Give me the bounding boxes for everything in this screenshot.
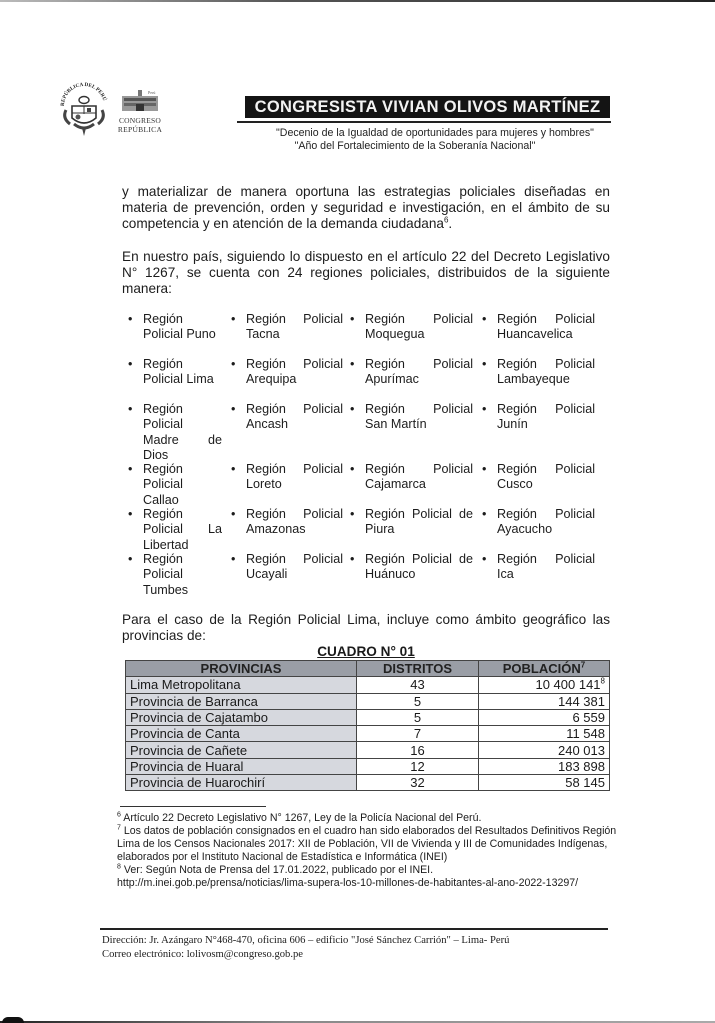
region-item [128, 507, 222, 553]
cell-distritos: 12 [357, 758, 479, 774]
poblacion-value: 11 548 [566, 726, 605, 742]
cell-provincia: Provincia de Canta [126, 726, 357, 742]
bullet-icon: • [482, 552, 487, 566]
congresista-banner: CONGRESISTA VIVIAN OLIVOS MARTÍNEZ [245, 96, 610, 118]
poblacion-value: 6 559 [572, 710, 605, 726]
paragraph-intro [122, 184, 610, 233]
region-name: Región Policial Cusco [497, 462, 595, 492]
bullet-icon: • [231, 552, 236, 566]
poblacion-value: 144 381 [558, 693, 605, 709]
region-item [231, 402, 343, 433]
region-item [128, 462, 222, 508]
cell-provincia: Provincia de Huaral [126, 758, 357, 774]
region-name: Región Policial Ucayali [246, 552, 343, 582]
region-item [231, 357, 343, 388]
region-name: Región Policial Lambayeque [497, 357, 595, 387]
shield-caption: REPÚBLICA DEL PERÚ [59, 81, 108, 107]
footnote-7 [117, 825, 617, 864]
motto-decenio: "Decenio de la Igualdad de oportunidades para mujeres y hombres" [276, 127, 594, 139]
region-item [482, 402, 595, 433]
footer-email: Correo electrónico: lolivosm@congreso.gob.pe [102, 949, 303, 960]
region-item [350, 507, 473, 538]
region-name: Región Policial Cajamarca [365, 462, 473, 492]
region-name: Región Policial Ayacucho [497, 507, 595, 537]
region-name: Región Policial Loreto [246, 462, 343, 492]
table-body [126, 677, 610, 791]
header-poblacion-text: POBLACIÓN [502, 661, 581, 677]
region-item [128, 312, 222, 343]
table-row [126, 775, 610, 791]
scan-edge-top [0, 0, 715, 2]
header-distritos: DISTRITOS [357, 661, 479, 677]
cell-distritos: 7 [357, 726, 479, 742]
bullet-icon: • [128, 552, 133, 566]
congreso-logo-small-text: Perú [148, 90, 156, 95]
cell-distritos: 5 [357, 709, 479, 725]
page-footer [102, 934, 622, 962]
coat-of-arms-icon [58, 80, 110, 138]
region-name: Región Policial Tumbes [143, 552, 189, 597]
table-row [126, 677, 610, 693]
region-name: Región Policial Lima [143, 357, 214, 387]
footnote-number: 8 [117, 863, 121, 871]
region-name: Región Policial Apurímac [365, 357, 473, 387]
cell-poblacion [479, 742, 610, 758]
footnotes [117, 812, 617, 890]
cell-provincia: Provincia de Barranca [126, 693, 357, 709]
poblacion-value: 58 145 [565, 775, 605, 791]
bullet-icon: • [350, 357, 355, 371]
region-item [231, 462, 343, 493]
region-name: Región Policial Huancavelica [497, 312, 595, 342]
footnote-8 [117, 864, 617, 877]
poblacion-value: 240 013 [558, 742, 605, 758]
region-item [128, 402, 222, 463]
bullet-icon: • [350, 312, 355, 326]
region-item [350, 357, 473, 388]
footnote-text: Artículo 22 Decreto Legislativo N° 1267, Ley de la Policía Nacional del Perú. [120, 812, 482, 824]
cell-poblacion [479, 677, 610, 693]
table-row [126, 758, 610, 774]
poblacion-value: 183 898 [558, 758, 605, 774]
footnote-ref-7: 7 [580, 660, 586, 670]
region-name: Región Policial de Piura [365, 507, 473, 537]
bullet-icon: • [231, 402, 236, 416]
footnote-text: Ver: Según Nota de Prensa del 17.01.2022, publicado por el INEI. [120, 864, 434, 876]
region-item [482, 507, 595, 538]
table-row [126, 709, 610, 725]
scan-artifact [2, 1017, 24, 1023]
region-name: Región Policial Ancash [246, 402, 343, 432]
bullet-icon: • [482, 312, 487, 326]
region-name: Región Policial Amazonas [246, 507, 343, 537]
congreso-logo-line2: REPÚBLICA [117, 125, 163, 134]
peru-coat-of-arms-logo [58, 80, 110, 138]
footer-divider [100, 928, 608, 930]
congreso-logo-line1: CONGRESO [118, 116, 162, 125]
svg-text:REPÚBLICA DEL PERÚ [60, 82, 109, 106]
region-item [482, 312, 595, 343]
bullet-icon: • [231, 312, 236, 326]
region-item [231, 552, 343, 583]
region-item [482, 357, 595, 388]
footnote-url[interactable]: http://m.inei.gob.pe/prensa/noticias/lima-supera-los-10-millones-de-habitantes-al-ano-2022-13297/ [117, 877, 579, 889]
region-name: Región Policial Ica [497, 552, 595, 582]
cell-provincia: Provincia de Huarochirí [126, 775, 357, 791]
header-provincias: PROVINCIAS [126, 661, 357, 677]
footnote-6 [117, 812, 617, 825]
bullet-icon: • [350, 462, 355, 476]
region-item [231, 507, 343, 538]
footnote-divider [120, 806, 266, 807]
header-poblacion [479, 661, 610, 677]
table-title [122, 644, 610, 659]
region-name: Región Policial Puno [143, 312, 216, 342]
region-name: Región Policial Callao [143, 462, 183, 507]
bullet-icon: • [350, 507, 355, 521]
cell-provincia: Provincia de Cajatambo [126, 709, 357, 725]
bullet-icon: • [231, 462, 236, 476]
bullet-icon: • [482, 462, 487, 476]
bullet-icon: • [231, 357, 236, 371]
region-name: Región Policial Madre de Dios [143, 402, 222, 462]
congreso-republica-logo [114, 88, 166, 138]
table-title-text: CUADRO N° 01 [317, 644, 415, 659]
table-row [126, 726, 610, 742]
poblacion-value: 10 400 141 [535, 677, 601, 693]
region-name: Región Policial Tacna [246, 312, 343, 342]
bullet-icon: • [128, 402, 133, 416]
footnote-number: 6 [117, 811, 121, 819]
cell-provincia: Lima Metropolitana [126, 677, 357, 693]
cell-provincia: Provincia de Cañete [126, 742, 357, 758]
region-item [350, 462, 473, 493]
paragraph-lima: Para el caso de la Región Policial Lima, incluye como ámbito geográfico las provincias de: [122, 612, 610, 644]
bullet-icon: • [231, 507, 236, 521]
motto-anio: "Año del Fortalecimiento de la Soberanía Nacional" [294, 140, 536, 152]
bullet-icon: • [128, 357, 133, 371]
region-item [482, 552, 595, 583]
bullet-icon: • [350, 552, 355, 566]
region-item [350, 552, 473, 583]
region-item [128, 357, 222, 388]
footer-address: Dirección: Jr. Azángaro N°468-470, oficina 606 – edificio "José Sánchez Carrión" – Lima- Perú [102, 935, 510, 946]
cell-poblacion [479, 775, 610, 791]
cell-poblacion [479, 693, 610, 709]
cell-distritos: 32 [357, 775, 479, 791]
cell-poblacion [479, 758, 610, 774]
region-name: Región Policial Arequipa [246, 357, 343, 387]
cell-distritos: 5 [357, 693, 479, 709]
cell-poblacion [479, 726, 610, 742]
footnote-number: 7 [117, 824, 121, 832]
paragraph-intro-end: . [448, 216, 453, 232]
bullet-icon: • [350, 402, 355, 416]
table-row [126, 693, 610, 709]
region-name: Región Policial San Martín [365, 402, 473, 432]
table-header-row [126, 661, 610, 677]
bullet-icon: • [128, 507, 133, 521]
region-item [128, 552, 222, 598]
bullet-icon: • [482, 357, 487, 371]
cell-poblacion [479, 709, 610, 725]
table-row [126, 742, 610, 758]
congress-building-icon [120, 88, 160, 112]
region-item [231, 312, 343, 343]
provincias-table [125, 660, 610, 791]
footnote-ref: 8 [600, 677, 605, 687]
footnote-text: Los datos de población consignados en el cuadro han sido elaborados del Resultados Definitivos Región Lima de los Censos Nacionales 2017: XII de Población, VII de Vivienda y III de Comunidades Indígenas, elaborados por el Instituto Nacional de Estadística e Informática (INEI) [117, 825, 617, 863]
region-name: Región Policial Moquegua [365, 312, 473, 342]
paragraph-regiones: En nuestro país, siguiendo lo dispuesto en el artículo 22 del Decreto Legislativo N° 1267, se cuenta con 24 regiones policiales, distribuidos de la siguiente manera: [122, 249, 610, 297]
cell-distritos: 16 [357, 742, 479, 758]
bullet-icon: • [482, 402, 487, 416]
region-item [482, 462, 595, 493]
footnote-ref-6: 6 [443, 215, 449, 225]
bullet-icon: • [482, 507, 487, 521]
paragraph-intro-text: y materializar de manera oportuna las estrategias policiales diseñadas en materia de prevención, orden y seguridad e investigación, en el ámbito de su competencia y en atención de la demanda ciudadana [122, 184, 610, 232]
bullet-icon: • [128, 312, 133, 326]
bullet-icon: • [128, 462, 133, 476]
region-name: Región Policial de Huánuco [365, 552, 473, 582]
region-item [350, 402, 473, 433]
header-divider [237, 121, 611, 123]
region-name: Región Policial La Libertad [143, 507, 222, 552]
region-item [350, 312, 473, 343]
cell-distritos: 43 [357, 677, 479, 693]
region-name: Región Policial Junín [497, 402, 595, 432]
